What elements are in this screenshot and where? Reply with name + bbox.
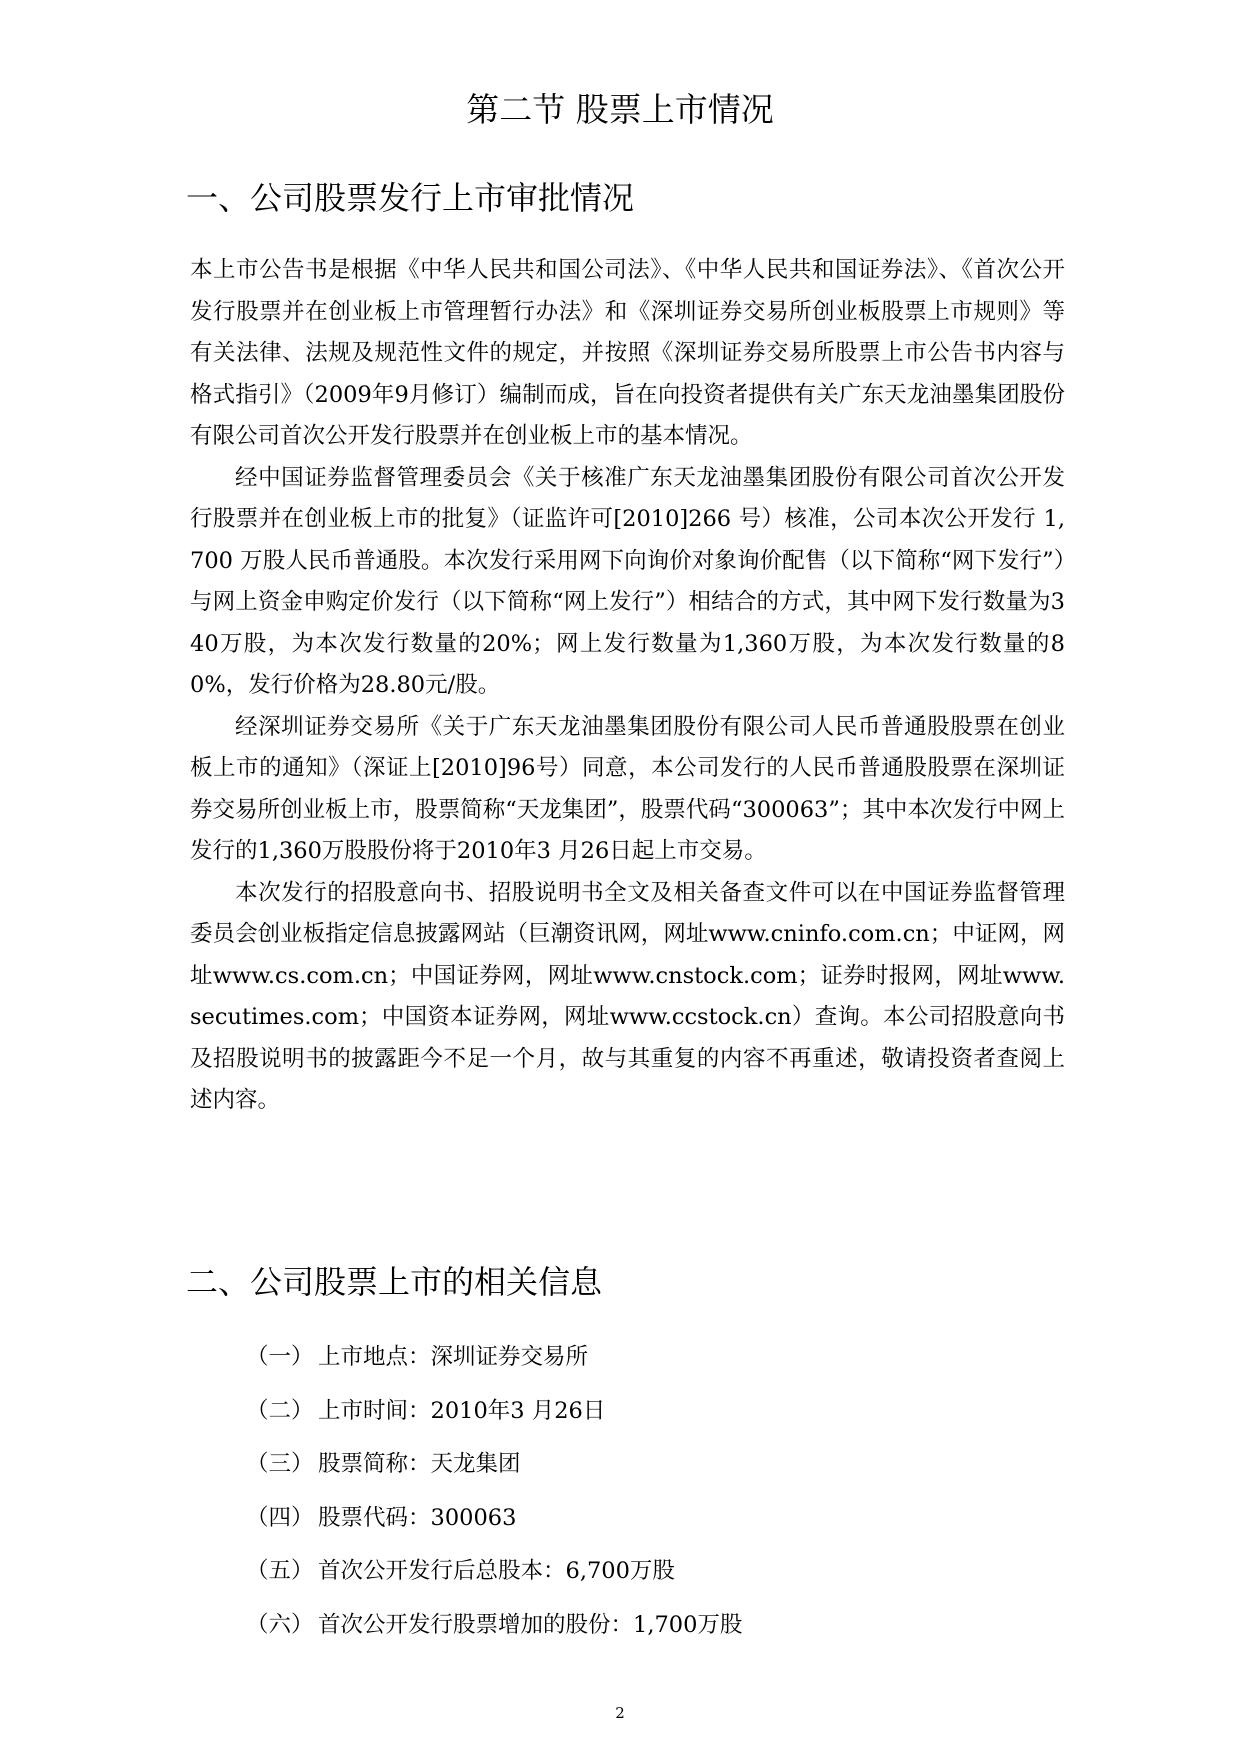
heading-approval: 一、公司股票发行上市审批情况: [186, 179, 635, 217]
paragraph-basis: 本上市公告书是根据《中华人民共和国公司法》、《中华人民共和国证券法》、《首次公开发行股票并在创业板上市管理暂行办法》和《深圳证券交易所创业板股票上市规则》等有关法律、法规及规范性文件的规定，并按照《深圳证券交易所股票上市公告书内容与格式指引》（2009年9月修订）编制而成，旨在向投资者提供有关广东天龙油墨集团股份有限公司首次公开发行股票并在创业板上市的基本情况。: [190, 257, 1065, 449]
list-item-number: （一）: [246, 1344, 314, 1370]
list-item-text: 股票代码：300063: [318, 1504, 517, 1531]
page-number: 2: [615, 1704, 625, 1722]
paragraph-szse-approval: 经深圳证券交易所《关于广东天龙油墨集团股份有限公司人民币普通股股票在创业板上市的通知》（深证上[2010]96号）同意，本公司发行的人民币普通股股票在深圳证券交易所创业板上市，股票简称“天龙集团”，股票代码“300063”；其中本次发行中网上发行的1,360万股股份将于2010年3 月26日起上市交易。: [190, 713, 1065, 864]
list-item: [246, 1393, 1046, 1447]
section-title: 第二节 股票上市情况: [466, 90, 774, 129]
list-item: [246, 1553, 1046, 1607]
list-item-number: （六）: [246, 1611, 314, 1638]
approval-body: [190, 250, 1065, 1122]
heading-listing-info: 二、公司股票上市的相关信息: [186, 1263, 603, 1301]
list-item-text: 股票简称：天龙集团: [318, 1451, 521, 1477]
paragraph-csrc-approval: 经中国证券监督管理委员会《关于核准广东天龙油墨集团股份有限公司首次公开发行股票并在创业板上市的批复》（证监许可[2010]266 号）核准，公司本次公开发行 1,700 万股人民币普通股。本次发行采用网下向询价对象询价配售（以下简称“网下发行”）与网上资金申购定价发行（以下简称“网上发行”）相结合的方式，其中网下发行数量为340万股，为本次发行数量的20%；网上发行数量为1,360万股，为本次发行数量的80%，发行价格为28.80元/股。: [190, 464, 1065, 698]
list-item-number: （三）: [246, 1451, 314, 1477]
list-item: [246, 1446, 1046, 1500]
list-item-number: （五）: [246, 1558, 314, 1584]
list-item-number: （四）: [246, 1504, 314, 1531]
list-item: [246, 1607, 1046, 1661]
paragraph-disclosure: 本次发行的招股意向书、招股说明书全文及相关备查文件可以在中国证券监督管理委员会创业板指定信息披露网站（巨潮资讯网，网址www.cninfo.com.cn；中证网，网址www.cs.com.cn；中国证券网，网址www.cnstock.com；证券时报网，网址www.secutimes.com；中国资本证券网，网址www.ccstock.cn）查询。本公司招股意向书及招股说明书的披露距今不足一个月，故与其重复的内容不再重述，敬请投资者查阅上述内容。: [190, 879, 1065, 1113]
list-item-text: 上市时间：2010年3 月26日: [318, 1397, 606, 1424]
list-item-number: （二）: [246, 1397, 314, 1424]
list-item-text: 首次公开发行后总股本：6,700万股: [318, 1558, 675, 1584]
list-item: [246, 1339, 1046, 1393]
list-item-text: 上市地点：深圳证券交易所: [318, 1344, 589, 1370]
list-item: [246, 1500, 1046, 1554]
list-item-text: 首次公开发行股票增加的股份：1,700万股: [318, 1611, 743, 1638]
listing-info-list: [246, 1339, 1046, 1660]
